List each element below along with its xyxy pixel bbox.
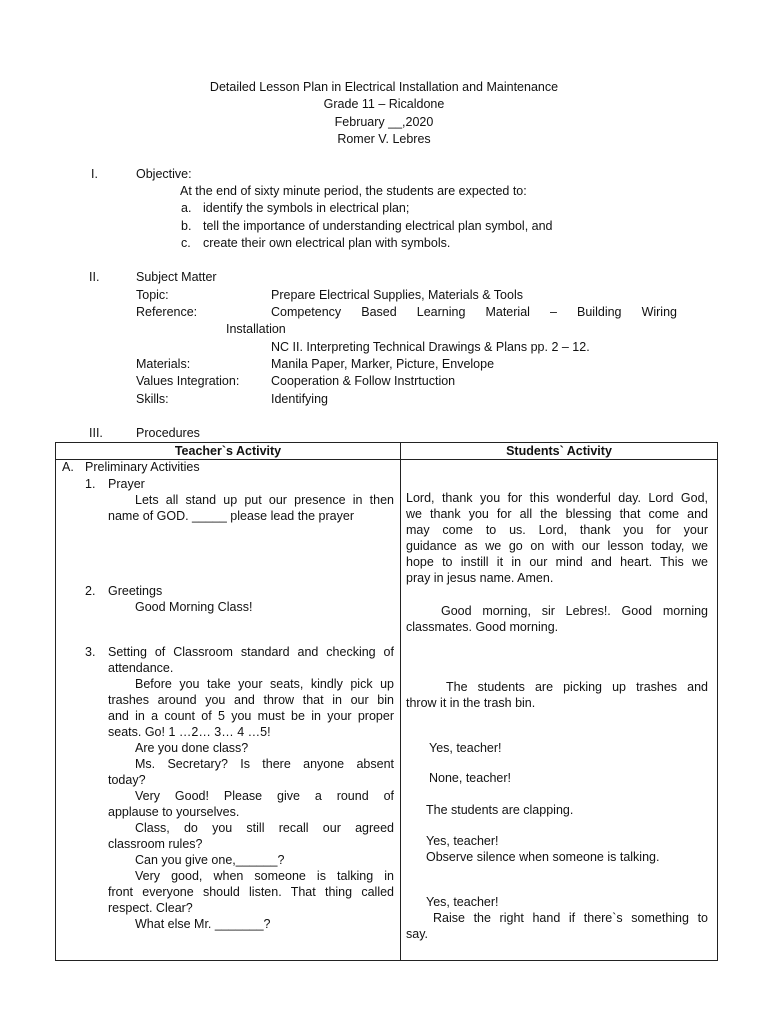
teacher-activity-cell	[56, 460, 401, 961]
objective-item-marker: a.	[181, 201, 192, 215]
teacher-text: and in a count of 5 you must be in your proper	[108, 709, 394, 723]
student-text: say.	[406, 927, 428, 941]
step-title: Greetings	[108, 584, 163, 598]
grade-line: Grade 11 – Ricaldone	[323, 97, 445, 111]
teacher-text: respect. Clear?	[108, 901, 193, 915]
objective-item: create their own electrical plan with symbols.	[203, 236, 451, 250]
teacher-text: What else Mr. _______?	[135, 917, 271, 931]
step-title: Prayer	[108, 477, 145, 491]
objective-numeral: I.	[91, 167, 98, 181]
skills-value: Identifying	[271, 392, 328, 406]
student-text: The students are clapping.	[426, 803, 574, 817]
date-line: February __,2020	[334, 115, 434, 129]
teacher-text: front everyone should listen. That thing called	[108, 885, 394, 899]
teacher-text: Lets all stand up put our presence in then	[135, 493, 394, 507]
materials-value: Manila Paper, Marker, Picture, Envelope	[271, 357, 495, 371]
step-number: 2.	[85, 584, 96, 598]
student-text: Raise the right hand if there`s something to	[433, 911, 708, 925]
section-marker: A.	[62, 460, 74, 474]
materials-label: Materials:	[136, 357, 191, 371]
teacher-text: seats. Go! 1 …2… 3… 4 …5!	[108, 725, 271, 739]
student-text: Yes, teacher!	[426, 834, 499, 848]
objective-item-marker: b.	[181, 219, 192, 233]
teacher-text: Before you take your seats, kindly pick up	[135, 677, 394, 691]
reference-line-2: Installation	[226, 322, 286, 336]
student-text: None, teacher!	[429, 771, 511, 785]
student-text: Good morning, sir Lebres!. Good morning	[441, 604, 708, 618]
author-line: Romer V. Lebres	[337, 132, 431, 146]
objective-item: identify the symbols in electrical plan;	[203, 201, 410, 215]
teacher-text: Good Morning Class!	[135, 600, 253, 614]
student-text: throw it in the trash bin.	[406, 696, 536, 710]
teacher-text: Can you give one,______?	[135, 853, 285, 867]
reference-line-3: NC II. Interpreting Technical Drawings & Plans pp. 2 – 12.	[271, 340, 590, 354]
topic-value: Prepare Electrical Supplies, Materials & Tools	[271, 288, 523, 302]
student-text: Yes, teacher!	[429, 741, 502, 755]
students-activity-cell	[401, 460, 718, 961]
teacher-text: classroom rules?	[108, 837, 203, 851]
student-text: pray in jesus name. Amen.	[406, 571, 554, 585]
procedures-table	[55, 442, 718, 961]
reference-line-1: Competency Based Learning Material – Building Wiring	[271, 305, 677, 319]
teacher-activity-header: Teacher`s Activity	[56, 443, 401, 460]
step-title: Setting of Classroom standard and checking of	[108, 645, 394, 659]
teacher-text: Are you done class?	[135, 741, 249, 755]
student-text: Lord, thank you for this wonderful day. Lord God,	[406, 491, 708, 505]
values-integration-value: Cooperation & Follow Instrtuction	[271, 374, 456, 388]
objective-heading: Objective:	[136, 167, 192, 181]
objective-item-marker: c.	[181, 236, 191, 250]
teacher-text: Class, do you still recall our agreed	[135, 821, 394, 835]
document-title: Detailed Lesson Plan in Electrical Installation and Maintenance	[209, 80, 559, 94]
step-number: 1.	[85, 477, 96, 491]
teacher-text: Ms. Secretary? Is there anyone absent	[135, 757, 394, 771]
procedures-numeral: III.	[89, 426, 103, 440]
students-activity-header: Students` Activity	[401, 443, 718, 460]
topic-label: Topic:	[136, 288, 169, 302]
student-text: hope to instill it in our mind and heart. This we	[406, 555, 708, 569]
student-text: classmates. Good morning.	[406, 620, 559, 634]
section-heading: Preliminary Activities	[85, 460, 200, 474]
student-text: guidance as we go on with our lesson today, we	[406, 539, 708, 553]
student-text: Yes, teacher!	[426, 895, 499, 909]
teacher-text: today?	[108, 773, 146, 787]
student-text: may come to us. Lord, thank you for your	[406, 523, 708, 537]
subject-matter-numeral: II.	[89, 270, 100, 284]
objective-intro: At the end of sixty minute period, the students are expected to:	[180, 184, 527, 198]
objective-item: tell the importance of understanding electrical plan symbol, and	[203, 219, 553, 233]
step-title-cont: attendance.	[108, 661, 174, 675]
skills-label: Skills:	[136, 392, 169, 406]
student-text: The students are picking up trashes and	[446, 680, 708, 694]
teacher-text: name of GOD. _____ please lead the prayer	[108, 509, 354, 523]
subject-matter-heading: Subject Matter	[136, 270, 217, 284]
teacher-text: Very good, when someone is talking in	[135, 869, 394, 883]
reference-label: Reference:	[136, 305, 198, 319]
teacher-text: Very Good! Please give a round of	[135, 789, 394, 803]
teacher-text: trashes around you and throw that in our bin	[108, 693, 394, 707]
student-text: Observe silence when someone is talking.	[426, 850, 660, 864]
procedures-heading: Procedures	[136, 426, 200, 440]
teacher-text: applause to yourselves.	[108, 805, 240, 819]
step-number: 3.	[85, 645, 96, 659]
student-text: we thank you for all the blessing that come and	[406, 507, 708, 521]
values-integration-label: Values Integration:	[136, 374, 240, 388]
